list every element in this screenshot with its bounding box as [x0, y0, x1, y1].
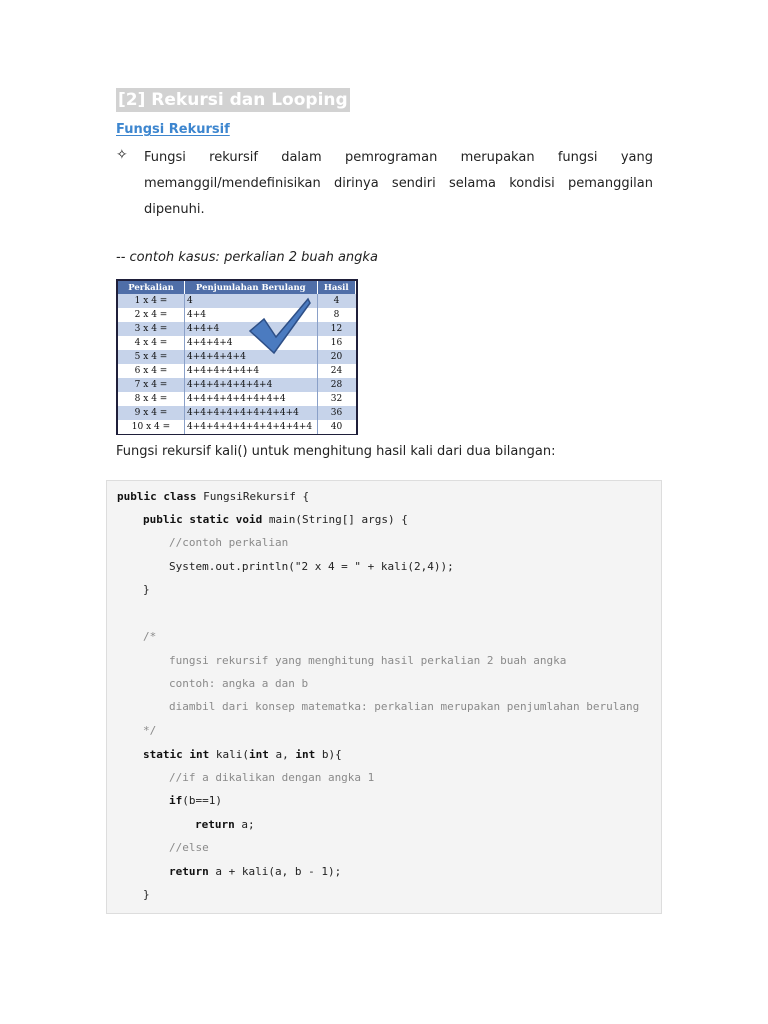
header-penjumlahan: Penjumlahan Berulang — [185, 281, 318, 294]
code-line — [195, 817, 255, 833]
cell-perkalian: 5 x 4 = — [118, 350, 185, 364]
cell-perkalian: 6 x 4 = — [118, 364, 185, 378]
table-row — [118, 378, 356, 392]
table-header-row — [118, 281, 356, 294]
code-text: main(String[] args) { — [262, 513, 408, 526]
table-grid — [118, 281, 356, 434]
cell-penjumlahan: 4+4+4+4+4+4+4+4+4+4 — [185, 420, 318, 434]
example-label: -- contoh kasus: perkalian 2 buah angka — [116, 250, 378, 265]
code-text: a; — [234, 818, 255, 831]
cell-hasil: 40 — [317, 420, 356, 434]
code-line: } — [143, 583, 150, 596]
code-keyword: int — [295, 748, 316, 761]
code-keyword: public class — [117, 490, 197, 503]
cell-penjumlahan: 4+4+4+4+4 — [185, 350, 318, 364]
cell-hasil: 8 — [317, 308, 356, 322]
multiplication-table — [116, 279, 358, 435]
code-keyword: int — [248, 748, 269, 761]
code-line — [117, 489, 309, 505]
code-comment: //if a dikalikan dengan angka 1 — [169, 771, 375, 784]
cell-perkalian: 9 x 4 = — [118, 406, 185, 420]
cell-penjumlahan: 4+4 — [185, 308, 318, 322]
code-comment: fungsi rekursif yang menghitung hasil perkalian 2 buah angka — [169, 654, 567, 667]
checkmark-icon — [248, 297, 312, 355]
cell-hasil: 28 — [317, 378, 356, 392]
table-row — [118, 308, 356, 322]
cell-perkalian: 1 x 4 = — [118, 294, 185, 308]
code-keyword: static int — [143, 748, 210, 761]
code-text: a + kali(a, b - 1); — [208, 865, 342, 878]
cell-hasil: 12 — [317, 322, 356, 336]
code-keyword: public static void — [143, 513, 263, 526]
cell-hasil: 4 — [317, 294, 356, 308]
table-row — [118, 392, 356, 406]
code-line: System.out.println("2 x 4 = " + kali(2,4)); — [169, 560, 454, 573]
code-intro-text: Fungsi rekursif kali() untuk menghitung hasil kali dari dua bilangan: — [116, 444, 556, 459]
code-line — [169, 793, 222, 809]
cell-penjumlahan: 4+4+4 — [185, 322, 318, 336]
cell-penjumlahan: 4+4+4+4+4+4+4 — [185, 378, 318, 392]
code-comment: //else — [169, 841, 209, 854]
definition-paragraph: Fungsi rekursif dalam pemrograman merupakan fungsi yang memanggil/mendefinisikan dirinya sendiri selama kondisi pemanggilan dipenuhi. — [144, 150, 653, 217]
code-line — [143, 512, 408, 528]
cell-penjumlahan: 4 — [185, 294, 318, 308]
code-keyword: return — [169, 865, 209, 878]
bullet-star-icon: ✧ — [116, 147, 128, 163]
section-heading: [2] Rekursi dan Looping — [118, 90, 348, 110]
table-row — [118, 364, 356, 378]
cell-hasil: 24 — [317, 364, 356, 378]
header-perkalian: Perkalian — [118, 281, 185, 294]
code-text: (b==1) — [182, 794, 222, 807]
code-block — [106, 480, 662, 914]
cell-hasil: 20 — [317, 350, 356, 364]
table-row — [118, 294, 356, 308]
cell-penjumlahan: 4+4+4+4 — [185, 336, 318, 350]
table-row — [118, 406, 356, 420]
code-comment: /* — [143, 630, 157, 643]
cell-hasil: 36 — [317, 406, 356, 420]
cell-penjumlahan: 4+4+4+4+4+4+4+4 — [185, 392, 318, 406]
cell-perkalian: 4 x 4 = — [118, 336, 185, 350]
code-comment: diambil dari konsep matematka: perkalian merupakan penjumlahan berulang — [169, 700, 640, 713]
table-row — [118, 350, 356, 364]
cell-perkalian: 2 x 4 = — [118, 308, 185, 322]
code-comment: contoh: angka a dan b — [169, 677, 309, 690]
cell-perkalian: 3 x 4 = — [118, 322, 185, 336]
cell-penjumlahan: 4+4+4+4+4+4 — [185, 364, 318, 378]
code-text: a, — [268, 748, 296, 761]
code-line: } — [143, 888, 150, 901]
table-row — [118, 420, 356, 434]
code-text: kali( — [209, 748, 249, 761]
table-row — [118, 336, 356, 350]
code-line — [169, 864, 341, 880]
cell-penjumlahan: 4+4+4+4+4+4+4+4+4 — [185, 406, 318, 420]
cell-hasil: 32 — [317, 392, 356, 406]
header-hasil: Hasil — [317, 281, 356, 294]
cell-perkalian: 10 x 4 = — [118, 420, 185, 434]
cell-hasil: 16 — [317, 336, 356, 350]
code-comment: */ — [143, 724, 157, 737]
code-line — [143, 747, 342, 763]
code-comment: //contoh perkalian — [169, 536, 289, 549]
cell-perkalian: 7 x 4 = — [118, 378, 185, 392]
code-keyword: if — [169, 794, 183, 807]
code-text: b){ — [315, 748, 342, 761]
table-row — [118, 322, 356, 336]
subsection-heading: Fungsi Rekursif — [116, 122, 230, 137]
cell-perkalian: 8 x 4 = — [118, 392, 185, 406]
code-keyword: return — [195, 818, 235, 831]
code-text: FungsiRekursif { — [196, 490, 310, 503]
